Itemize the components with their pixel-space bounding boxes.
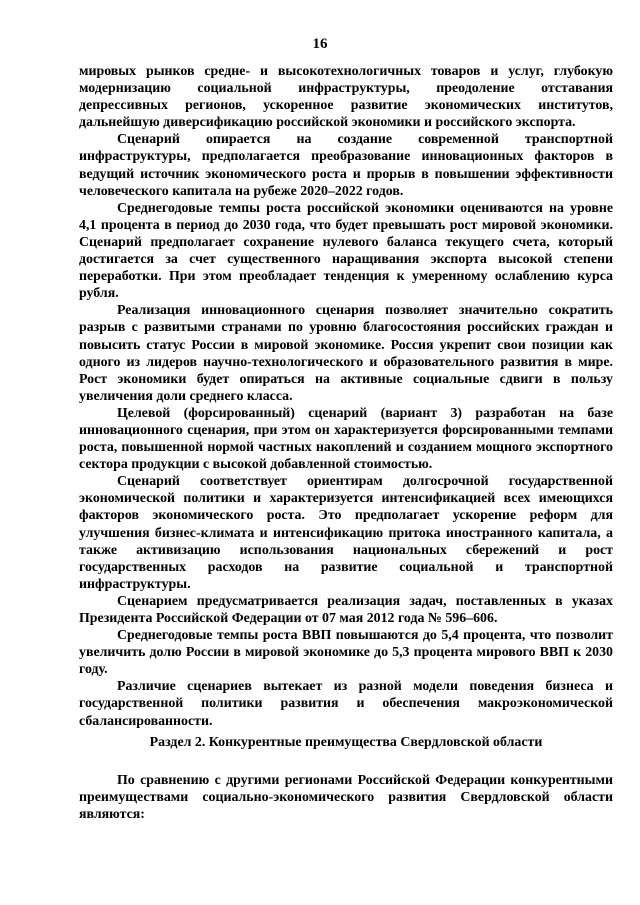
- section-heading: Раздел 2. Конкурентные преимущества Свердловской области: [149, 735, 543, 750]
- page-number: 16: [312, 36, 328, 52]
- body-text: [79, 63, 613, 730]
- paragraph: Реализация инновационного сценария позволяет значительно сократить разрыв с развитыми странами по уровню благосостояния российских граждан и повысить статус России в мировой экономике. Россия укрепит свои позиции как одного из лидеров научно-технологического и образовательного развития в мире. Рост экономики будет опираться на активные социальные сдвиги в пользу увеличения доли среднего класса.: [79, 303, 613, 404]
- paragraph: По сравнению с другими регионами Российской Федерации конкурентными преимуществами социально-экономического развития Свердловской области являются:: [79, 773, 613, 823]
- paragraph: мировых рынков средне- и высокотехнологичных товаров и услуг, глубокую модернизацию социальной инфраструктуры, преодоление отставания депрессивных регионов, ускоренное развитие экономических институтов, дальнейшую диверсификацию российской экономики и российского экспорта.: [79, 64, 613, 131]
- paragraph: Целевой (форсированный) сценарий (вариант 3) разработан на базе инновационного сценария, при этом он характеризуется форсированными темпами роста, повышенной нормой частных накоплений и созданием мощного экспортного сектора продукции с высокой добавленной стоимостью.: [79, 405, 613, 473]
- paragraph: Сценарием предусматривается реализация задач, поставленных в указах Президента Российской Федерации от 07 мая 2012 года № 596–606.: [79, 593, 613, 626]
- closing-text: [79, 772, 613, 823]
- paragraph: Среднегодовые темпы роста российской экономики оцениваются на уровне 4,1 процента в период до 2030 года, что будет превышать рост мировой экономики. Сценарий предполагает сохранение нулевого баланса текущего счета, который достигается за счет существенного наращивания экспорта высокой степени переработки. При этом преобладает тенденция к умеренному ослаблению курса рубля.: [79, 200, 613, 302]
- paragraph: Сценарий соответствует ориентирам долгосрочной государственной экономической политики и характеризуется интенсификацией всех имеющихся факторов экономического роста. Это предполагает ускорение реформ для улучшения бизнес-климата и интенсификацию притока иностранного капитала, а также активизацию использования национальных сбережений и рост государственных расходов на развитие социальной и транспортной инфраструктуры.: [79, 474, 613, 592]
- paragraph: Различие сценариев вытекает из разной модели поведения бизнеса и государственной политики развития и обеспечения макроэкономической сбалансированности.: [79, 679, 613, 729]
- paragraph: Среднегодовые темпы роста ВВП повышаются до 5,4 процента, что позволит увеличить долю России в мировой экономике до 5,3 процента мирового ВВП к 2030 году.: [79, 628, 613, 678]
- paragraph: Сценарий опирается на создание современной транспортной инфраструктуры, предполагается преобразование инновационных факторов в ведущий источник экономического роста и прорыв в повышении эффективности человеческого капитала на рубеже 2020–2022 годов.: [79, 132, 613, 199]
